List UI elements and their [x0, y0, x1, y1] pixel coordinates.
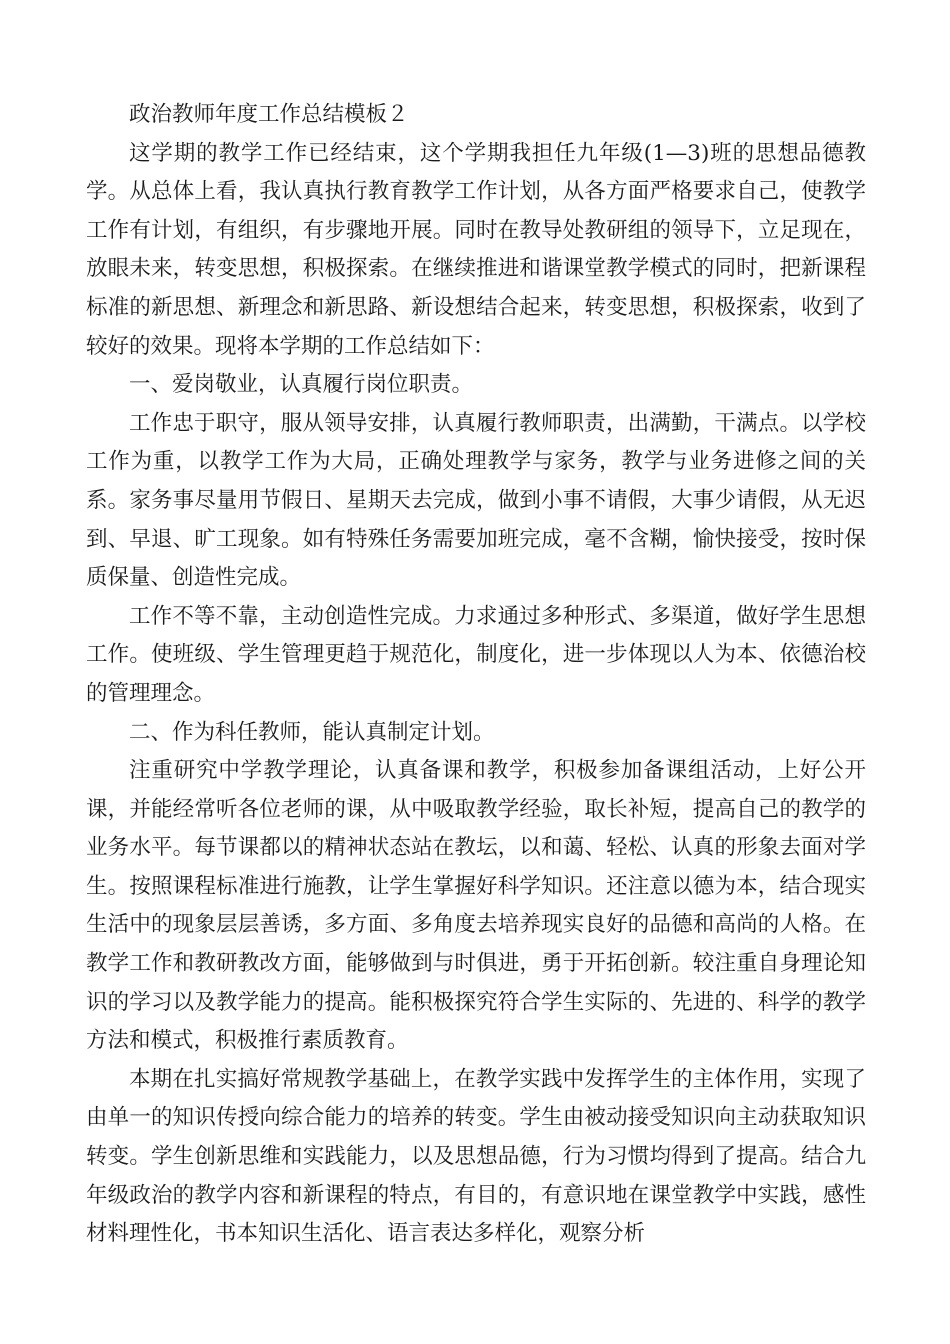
paragraph-practice: 本期在扎实搞好常规教学基础上，在教学实践中发挥学生的主体作用，实现了由单一的知识传授向综合能力的培养的转变。学生由被动接受知识向主动获取知识转变。学生创新思维和实践能力，以及思想品德，行为习惯均得到了提高。结合九年级政治的教学内容和新课程的特点，有目的，有意识地在课堂教学中实践，感性材料理性化，书本知识生活化、语言表达多样化，观察分析 — [86, 1066, 866, 1247]
paragraph-intro: 这学期的教学工作已经结束，这个学期我担任九年级(1—3)班的思想品德教学。从总体上看，我认真执行教育教学工作计划，从各方面严格要求自己，使教学工作有计划，有组织，有步骤地开展。同时在教导处教研组的领导下，立足现在，放眼未来，转变思想，积极探索。在继续推进和谐课堂教学模式的同时，把新课程标准的新思想、新理念和新思路、新设想结合起来，转变思想，积极探索，收到了较好的效果。现将本学期的工作总结如下： — [86, 140, 866, 359]
paragraph-initiative: 工作不等不靠，主动创造性完成。力求通过多种形式、多渠道，做好学生思想工作。使班级、学生管理更趋于规范化，制度化，进一步体现以人为本、依德治校的管理理念。 — [86, 603, 866, 706]
document-title: 政治教师年度工作总结模板２ — [129, 102, 409, 127]
section-heading-1: 一、爱岗敬业，认真履行岗位职责。 — [129, 372, 474, 398]
document-page — [86, 96, 866, 1254]
paragraph-duty: 工作忠于职守，服从领导安排，认真履行教师职责，出满勤，干满点。以学校工作为重，以教学工作为大局，正确处理教学与家务，教学与业务进修之间的关系。家务事尽量用节假日、星期天去完成，做到小事不请假，大事少请假，从无迟到、早退、旷工现象。如有特殊任务需要加班完成，毫不含糊，愉快接受，按时保质保量、创造性完成。 — [86, 410, 866, 591]
section-heading-2: 二、作为科任教师，能认真制定计划。 — [129, 719, 495, 745]
paragraph-teaching: 注重研究中学教学理论，认真备课和教学，积极参加备课组活动，上好公开课，并能经常听各位老师的课，从中吸取教学经验，取长补短，提高自己的教学的业务水平。每节课都以的精神状态站在教坛，以和蔼、轻松、认真的形象去面对学生。按照课程标准进行施教，让学生掌握好科学知识。还注意以德为本，结合现实生活中的现象层层善诱，多方面、多角度去培养现实良好的品德和高尚的人格。在教学工作和教研教改方面，能够做到与时俱进，勇于开拓创新。较注重自身理论知识的学习以及教学能力的提高。能积极探究符合学生实际的、先进的、科学的教学方法和模式，积极推行素质教育。 — [86, 758, 866, 1054]
